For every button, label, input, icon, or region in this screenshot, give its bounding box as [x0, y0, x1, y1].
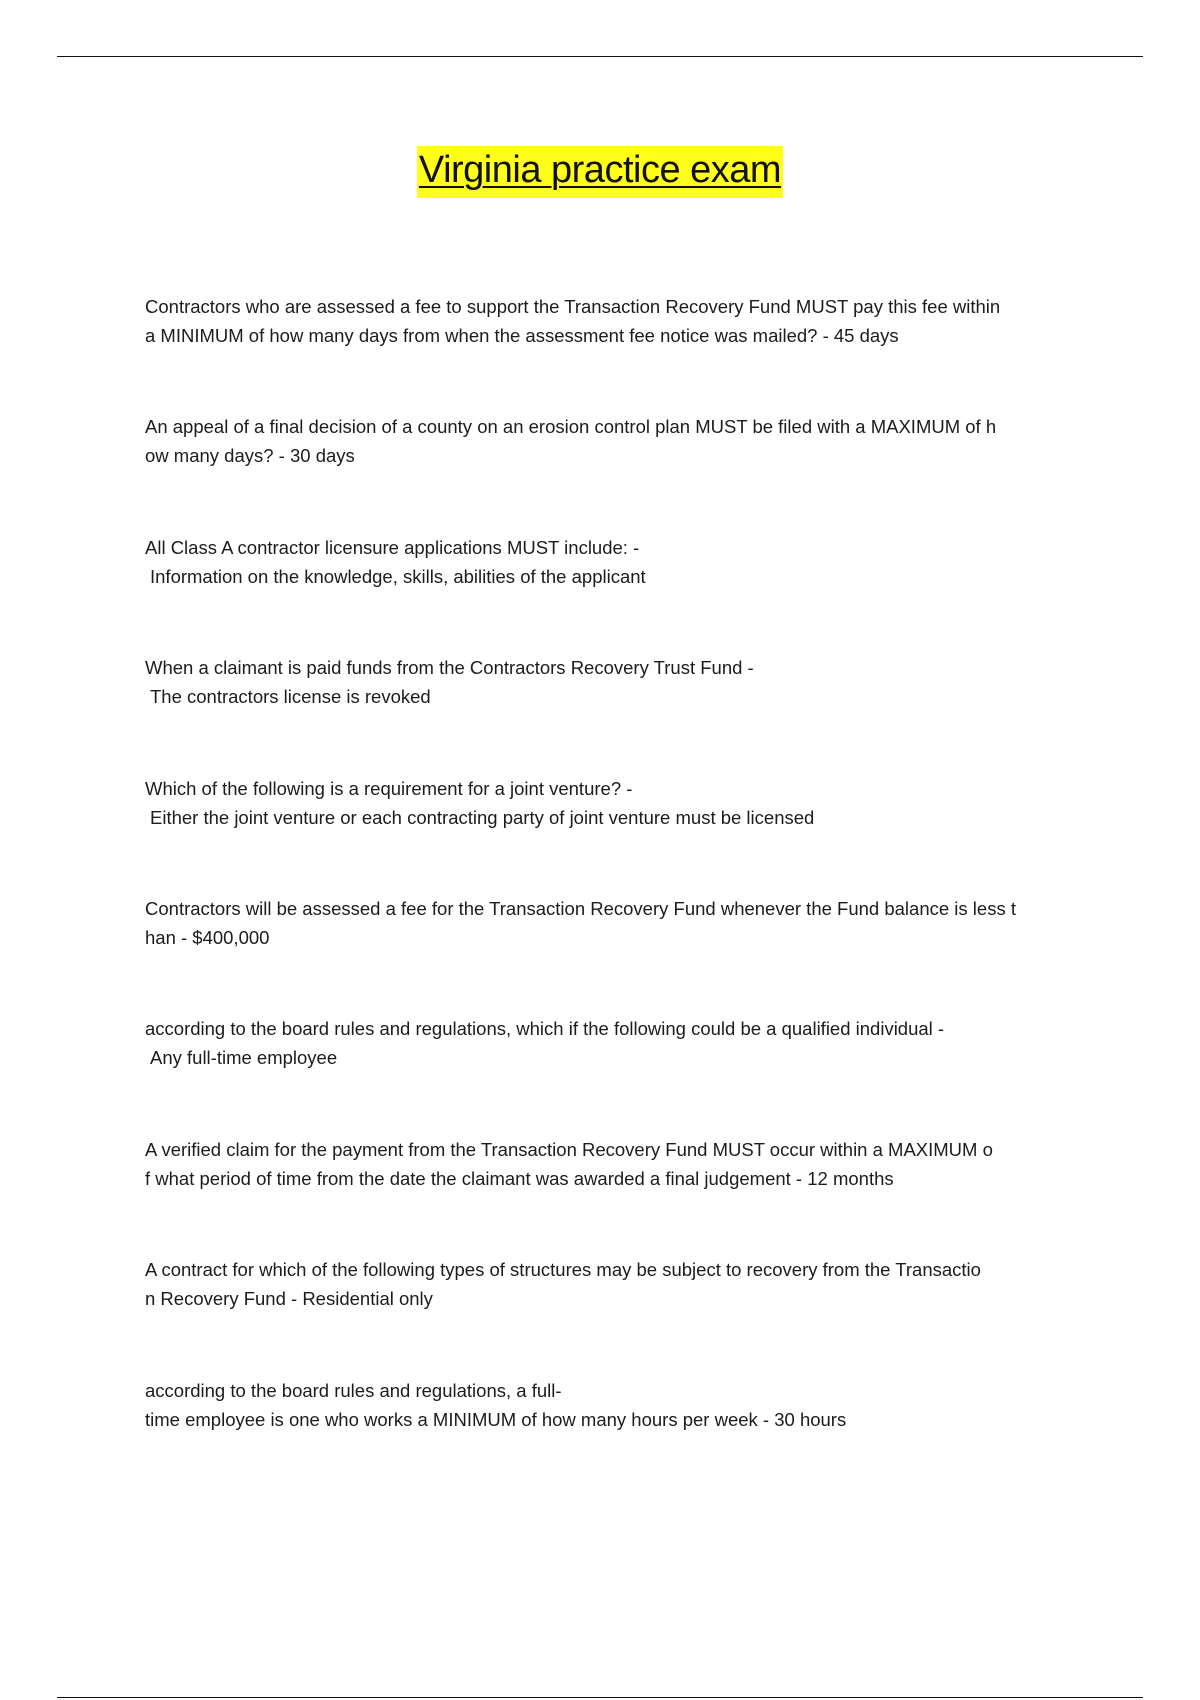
question-item	[145, 894, 1095, 1014]
answer-text: n Recovery Fund - Residential only	[145, 1288, 433, 1310]
answer-text: time employee is one who works a MINIMUM of how many hours per week - 30 hours	[145, 1408, 847, 1430]
question-text: A verified claim for the payment from the Transaction Recovery Fund MUST occur within a MAXIMUM o	[145, 1138, 993, 1160]
answer-text: han - $400,000	[145, 926, 270, 948]
answer-text: f what period of time from the date the claimant was awarded a final judgement - 12 months	[145, 1167, 894, 1189]
question-item	[145, 412, 1095, 532]
question-text: A contract for which of the following types of structures may be subject to recovery from the Transactio	[145, 1259, 981, 1281]
question-text: All Class A contractor licensure applications MUST include: -	[145, 536, 640, 558]
document-title: Virginia practice exam	[417, 146, 783, 198]
answer-text: Any full-time employee	[150, 1047, 338, 1069]
question-item	[145, 292, 1095, 412]
question-text: Contractors who are assessed a fee to support the Transaction Recovery Fund MUST pay this fee within	[145, 296, 1001, 317]
answer-text: Either the joint venture or each contracting party of joint venture must be licensed	[150, 806, 815, 828]
title-container	[0, 146, 1200, 198]
bottom-horizontal-rule	[57, 1697, 1143, 1698]
question-text: according to the board rules and regulations, a full-	[145, 1379, 562, 1401]
question-item	[145, 653, 1095, 773]
question-item	[145, 1014, 1095, 1134]
question-text: Which of the following is a requirement for a joint venture? -	[145, 777, 633, 799]
question-text: When a claimant is paid funds from the Contractors Recovery Trust Fund -	[145, 657, 754, 679]
answer-text: ow many days? - 30 days	[145, 445, 355, 467]
question-item	[145, 1255, 1095, 1375]
question-text: according to the board rules and regulations, which if the following could be a qualified individual -	[145, 1018, 945, 1040]
question-item	[145, 533, 1095, 653]
answer-text: a MINIMUM of how many days from when the assessment fee notice was mailed? - 45 days	[145, 325, 899, 346]
question-item	[145, 1135, 1095, 1255]
question-list	[145, 292, 1095, 1496]
question-item	[145, 1376, 1095, 1496]
answer-text: Information on the knowledge, skills, abilities of the applicant	[150, 565, 646, 587]
top-horizontal-rule	[57, 56, 1143, 57]
answer-text: The contractors license is revoked	[150, 686, 431, 708]
question-text: An appeal of a final decision of a county on an erosion control plan MUST be filed with a MAXIMUM of h	[145, 416, 997, 438]
question-text: Contractors will be assessed a fee for the Transaction Recovery Fund whenever the Fund balance is less t	[145, 897, 1016, 919]
question-item	[145, 774, 1095, 894]
